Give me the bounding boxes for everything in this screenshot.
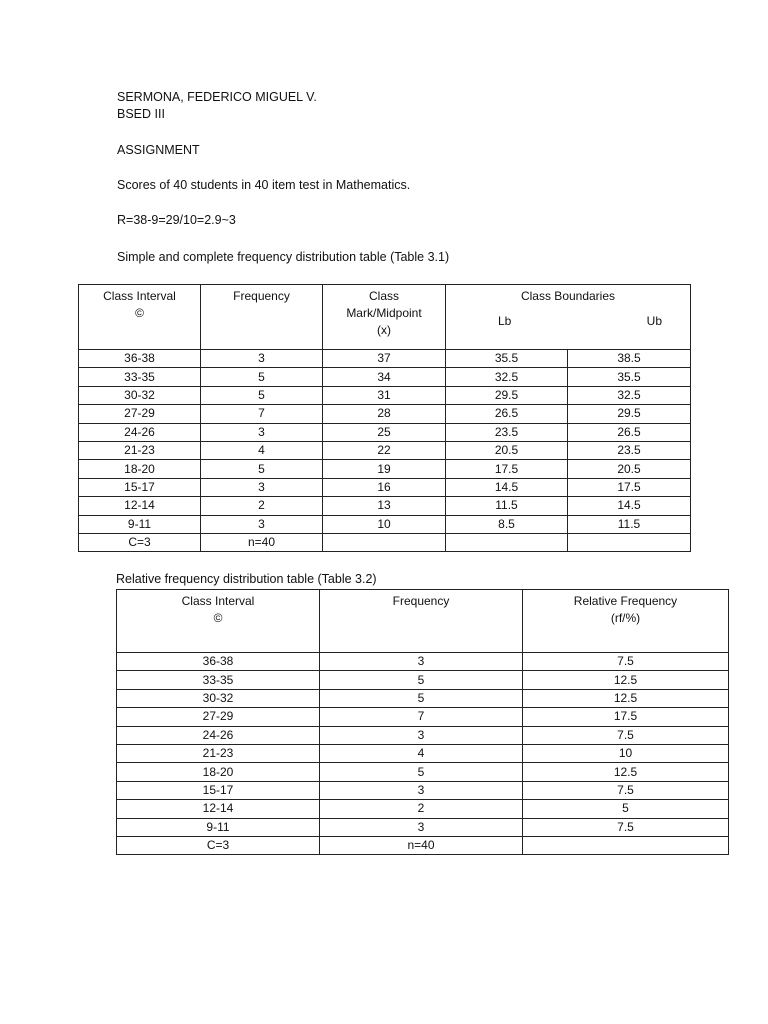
table-cell: 30-32 [117,689,320,707]
table-footer-row [117,836,729,854]
range-formula: R=38-9=29/10=2.9~3 [117,213,236,227]
table-cell: 15-17 [79,478,201,496]
header-frequency: Frequency [320,590,523,653]
table-cell: 35.5 [568,368,691,386]
table-cell: 29.5 [568,405,691,423]
table-row [79,515,691,533]
table-row [79,368,691,386]
table-cell: 8.5 [446,515,568,533]
table-cell: 7.5 [523,653,729,671]
student-name: SERMONA, FEDERICO MIGUEL V. [117,90,317,104]
table-row [79,405,691,423]
header-class-mark: Class Mark/Midpoint (x) [323,285,446,350]
header-class-boundaries: Class Boundaries Lb Ub [446,285,691,350]
table-cell: 3 [201,350,323,368]
footer-cell: C=3 [117,836,320,854]
course: BSED III [117,107,165,121]
table-cell: 22 [323,441,446,459]
table-cell: 33-35 [117,671,320,689]
footer-cell [446,533,568,551]
table-cell: 12-14 [117,800,320,818]
table-cell: 3 [201,515,323,533]
table-cell: 32.5 [446,368,568,386]
table-cell: 30-32 [79,386,201,404]
table-cell: 34 [323,368,446,386]
table-cell: 24-26 [117,726,320,744]
table-cell: 19 [323,460,446,478]
table-cell: 7.5 [523,726,729,744]
table-cell: 12-14 [79,497,201,515]
table-cell: 26.5 [568,423,691,441]
table-cell: 9-11 [79,515,201,533]
table2-caption: Relative frequency distribution table (Table 3.2) [116,572,377,586]
table-cell: 10 [323,515,446,533]
table-row [79,423,691,441]
table-cell: 32.5 [568,386,691,404]
header-lb: Lb [498,314,512,328]
table-row [117,689,729,707]
table-cell: 5 [201,368,323,386]
footer-cell [568,533,691,551]
footer-cell: n=40 [201,533,323,551]
table-cell: 37 [323,350,446,368]
table-cell: 21-23 [117,744,320,762]
table-row [117,671,729,689]
table-cell: 31 [323,386,446,404]
table-cell: 17.5 [523,708,729,726]
table-cell: 7 [201,405,323,423]
table-cell: 3 [201,423,323,441]
table-cell: 29.5 [446,386,568,404]
table-cell: 20.5 [446,441,568,459]
table-cell: 38.5 [568,350,691,368]
table-row [79,441,691,459]
table-cell: 14.5 [446,478,568,496]
table-row [79,460,691,478]
table-cell: 12.5 [523,671,729,689]
table-cell: 3 [320,726,523,744]
table-cell: 16 [323,478,446,496]
table-cell: 21-23 [79,441,201,459]
assignment-heading: ASSIGNMENT [117,143,200,157]
table-cell: 35.5 [446,350,568,368]
table-cell: 12.5 [523,689,729,707]
table-cell: 27-29 [79,405,201,423]
table-cell: 26.5 [446,405,568,423]
footer-cell [523,836,729,854]
table-cell: 7 [320,708,523,726]
table-cell: 23.5 [568,441,691,459]
header-class-interval: Class Interval © [79,285,201,350]
problem-description: Scores of 40 students in 40 item test in Mathematics. [117,178,411,192]
table-cell: 17.5 [568,478,691,496]
table-cell: 5 [201,460,323,478]
table-cell: 2 [320,800,523,818]
table-cell: 3 [201,478,323,496]
table-cell: 10 [523,744,729,762]
table-cell: 4 [201,441,323,459]
table-row [117,653,729,671]
table-cell: 7.5 [523,781,729,799]
table-cell: 27-29 [117,708,320,726]
table-row [117,726,729,744]
table-cell: 5 [523,800,729,818]
header-relative-frequency: Relative Frequency (rf/%) [523,590,729,653]
table-cell: 5 [320,671,523,689]
table-cell: 23.5 [446,423,568,441]
table-cell: 24-26 [79,423,201,441]
table-cell: 5 [320,689,523,707]
table-cell: 4 [320,744,523,762]
table-cell: 11.5 [568,515,691,533]
footer-cell [323,533,446,551]
table-cell: 36-38 [79,350,201,368]
header-class-interval: Class Interval © [117,590,320,653]
table-cell: 18-20 [79,460,201,478]
table-cell: 3 [320,818,523,836]
table-cell: 14.5 [568,497,691,515]
table-cell: 5 [201,386,323,404]
header-frequency: Frequency [201,285,323,350]
table-row [117,800,729,818]
table-cell: 2 [201,497,323,515]
table-row [79,497,691,515]
table-cell: 36-38 [117,653,320,671]
table-cell: 25 [323,423,446,441]
table-cell: 11.5 [446,497,568,515]
table-row [117,763,729,781]
table1-caption: Simple and complete frequency distribution table (Table 3.1) [117,250,450,264]
table-row [117,744,729,762]
table-cell: 9-11 [117,818,320,836]
table-row [79,386,691,404]
table-cell: 13 [323,497,446,515]
table-row [117,818,729,836]
header-ub: Ub [646,314,663,328]
table-cell: 15-17 [117,781,320,799]
frequency-distribution-table [78,284,691,552]
table-cell: 3 [320,653,523,671]
table-cell: 17.5 [446,460,568,478]
table-cell: 3 [320,781,523,799]
table-row [117,708,729,726]
table-cell: 5 [320,763,523,781]
table-cell: 7.5 [523,818,729,836]
table-cell: 33-35 [79,368,201,386]
table-cell: 20.5 [568,460,691,478]
table-row [79,350,691,368]
table-footer-row [79,533,691,551]
table-row [117,781,729,799]
table-cell: 12.5 [523,763,729,781]
table-row [79,478,691,496]
table-cell: 28 [323,405,446,423]
footer-cell: n=40 [320,836,523,854]
footer-cell: C=3 [79,533,201,551]
relative-frequency-table [116,589,729,855]
table-cell: 18-20 [117,763,320,781]
